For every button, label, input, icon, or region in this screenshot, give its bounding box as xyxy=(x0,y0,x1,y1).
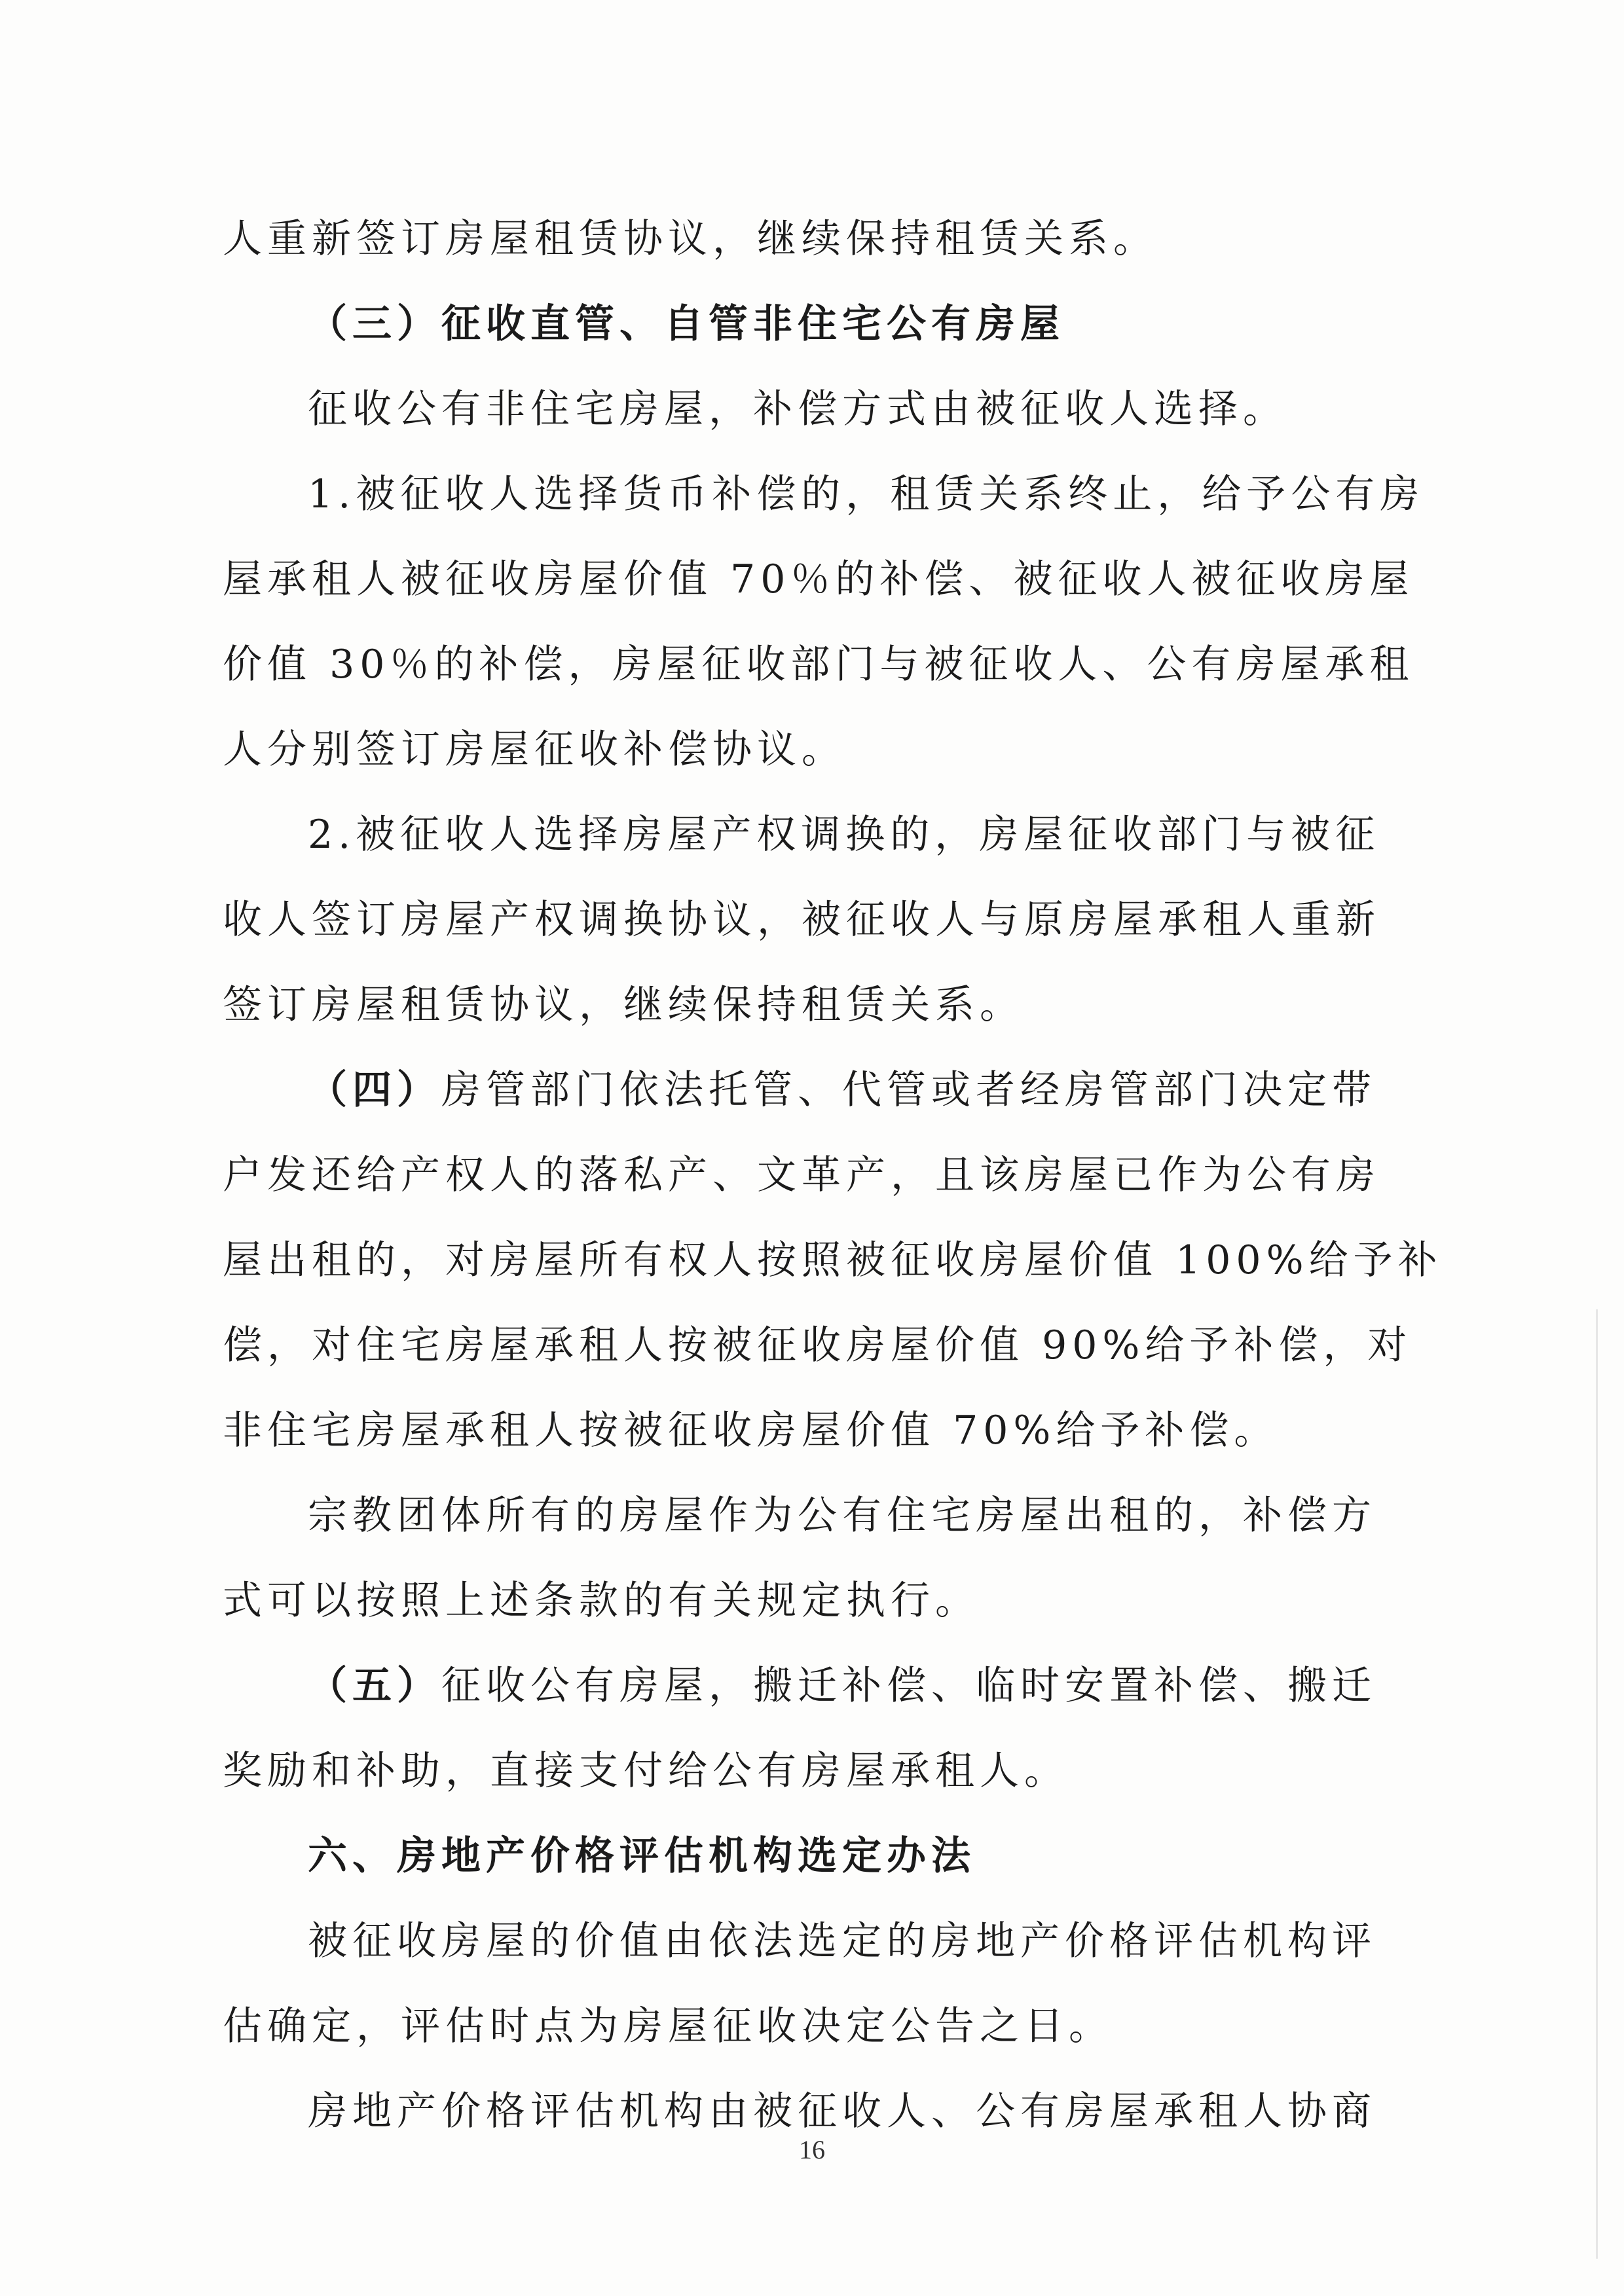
body-text-line: 2.被征收人选择房屋产权调换的，房屋征收部门与被征 xyxy=(308,812,1380,858)
body-text-line: 式可以按照上述条款的有关规定执行。 xyxy=(223,1578,980,1624)
body-text-line: 屋出租的，对房屋所有权人按照被征收房屋价值 100%给予补 xyxy=(223,1237,1443,1283)
page-number: 16 xyxy=(799,2135,825,2164)
body-text-line: 非住宅房屋承租人按被征收房屋价值 70%给予补偿。 xyxy=(223,1408,1279,1453)
body-text-line xyxy=(223,1643,1375,1728)
body-text-line: 偿，对住宅房屋承租人按被征收房屋价值 90%给予补偿，对 xyxy=(223,1322,1412,1368)
body-text-line: 屋承租人被征收房屋价值 70％的补偿、被征收人被征收房屋 xyxy=(223,556,1414,602)
body-text-line: 收人签订房屋产权调换协议，被征收人与原房屋承租人重新 xyxy=(223,897,1380,943)
body-text-line: 奖励和补助，直接支付给公有房屋承租人。 xyxy=(223,1748,1069,1794)
body-text-line: 人重新签订房屋租赁协议，继续保持租赁关系。 xyxy=(223,216,1158,262)
body-text-line: 人分别签订房屋征收补偿协议。 xyxy=(223,727,846,773)
scan-edge-shadow xyxy=(1596,1309,1598,2259)
body-text-line: 宗教团体所有的房屋作为公有住宅房屋出租的，补偿方 xyxy=(308,1493,1376,1539)
item-text: 房管部门依法托管、代管或者经房管部门决定带 xyxy=(441,1067,1376,1113)
item-number: （五） xyxy=(308,1663,441,1709)
body-text-line: 估确定，评估时点为房屋征收决定公告之日。 xyxy=(223,2003,1113,2049)
item-number: （四） xyxy=(308,1067,441,1113)
body-text-line: 被征收房屋的价值由依法选定的房地产价格评估机构评 xyxy=(308,1918,1376,1964)
section-heading: 六、房地产价格评估机构选定办法 xyxy=(308,1833,976,1879)
section-heading: （三）征收直管、自管非住宅公有房屋 xyxy=(308,301,1065,347)
body-text-line xyxy=(223,1048,1375,1133)
item-text: 征收公有房屋，搬迁补偿、临时安置补偿、搬迁 xyxy=(441,1663,1376,1709)
body-text-line: 户发还给产权人的落私产、文革产，且该房屋已作为公有房 xyxy=(223,1152,1380,1198)
body-text-line: 1.被征收人选择货币补偿的，租赁关系终止，给予公有房 xyxy=(308,471,1425,517)
body-text-line: 房地产价格评估机构由被征收人、公有房屋承租人协商 xyxy=(308,2088,1376,2134)
body-text-line: 征收公有非住宅房屋，补偿方式由被征收人选择。 xyxy=(308,386,1287,432)
body-text-line: 签订房屋租赁协议，继续保持租赁关系。 xyxy=(223,982,1024,1028)
body-text-line: 价值 30％的补偿，房屋征收部门与被征收人、公有房屋承租 xyxy=(223,642,1414,687)
